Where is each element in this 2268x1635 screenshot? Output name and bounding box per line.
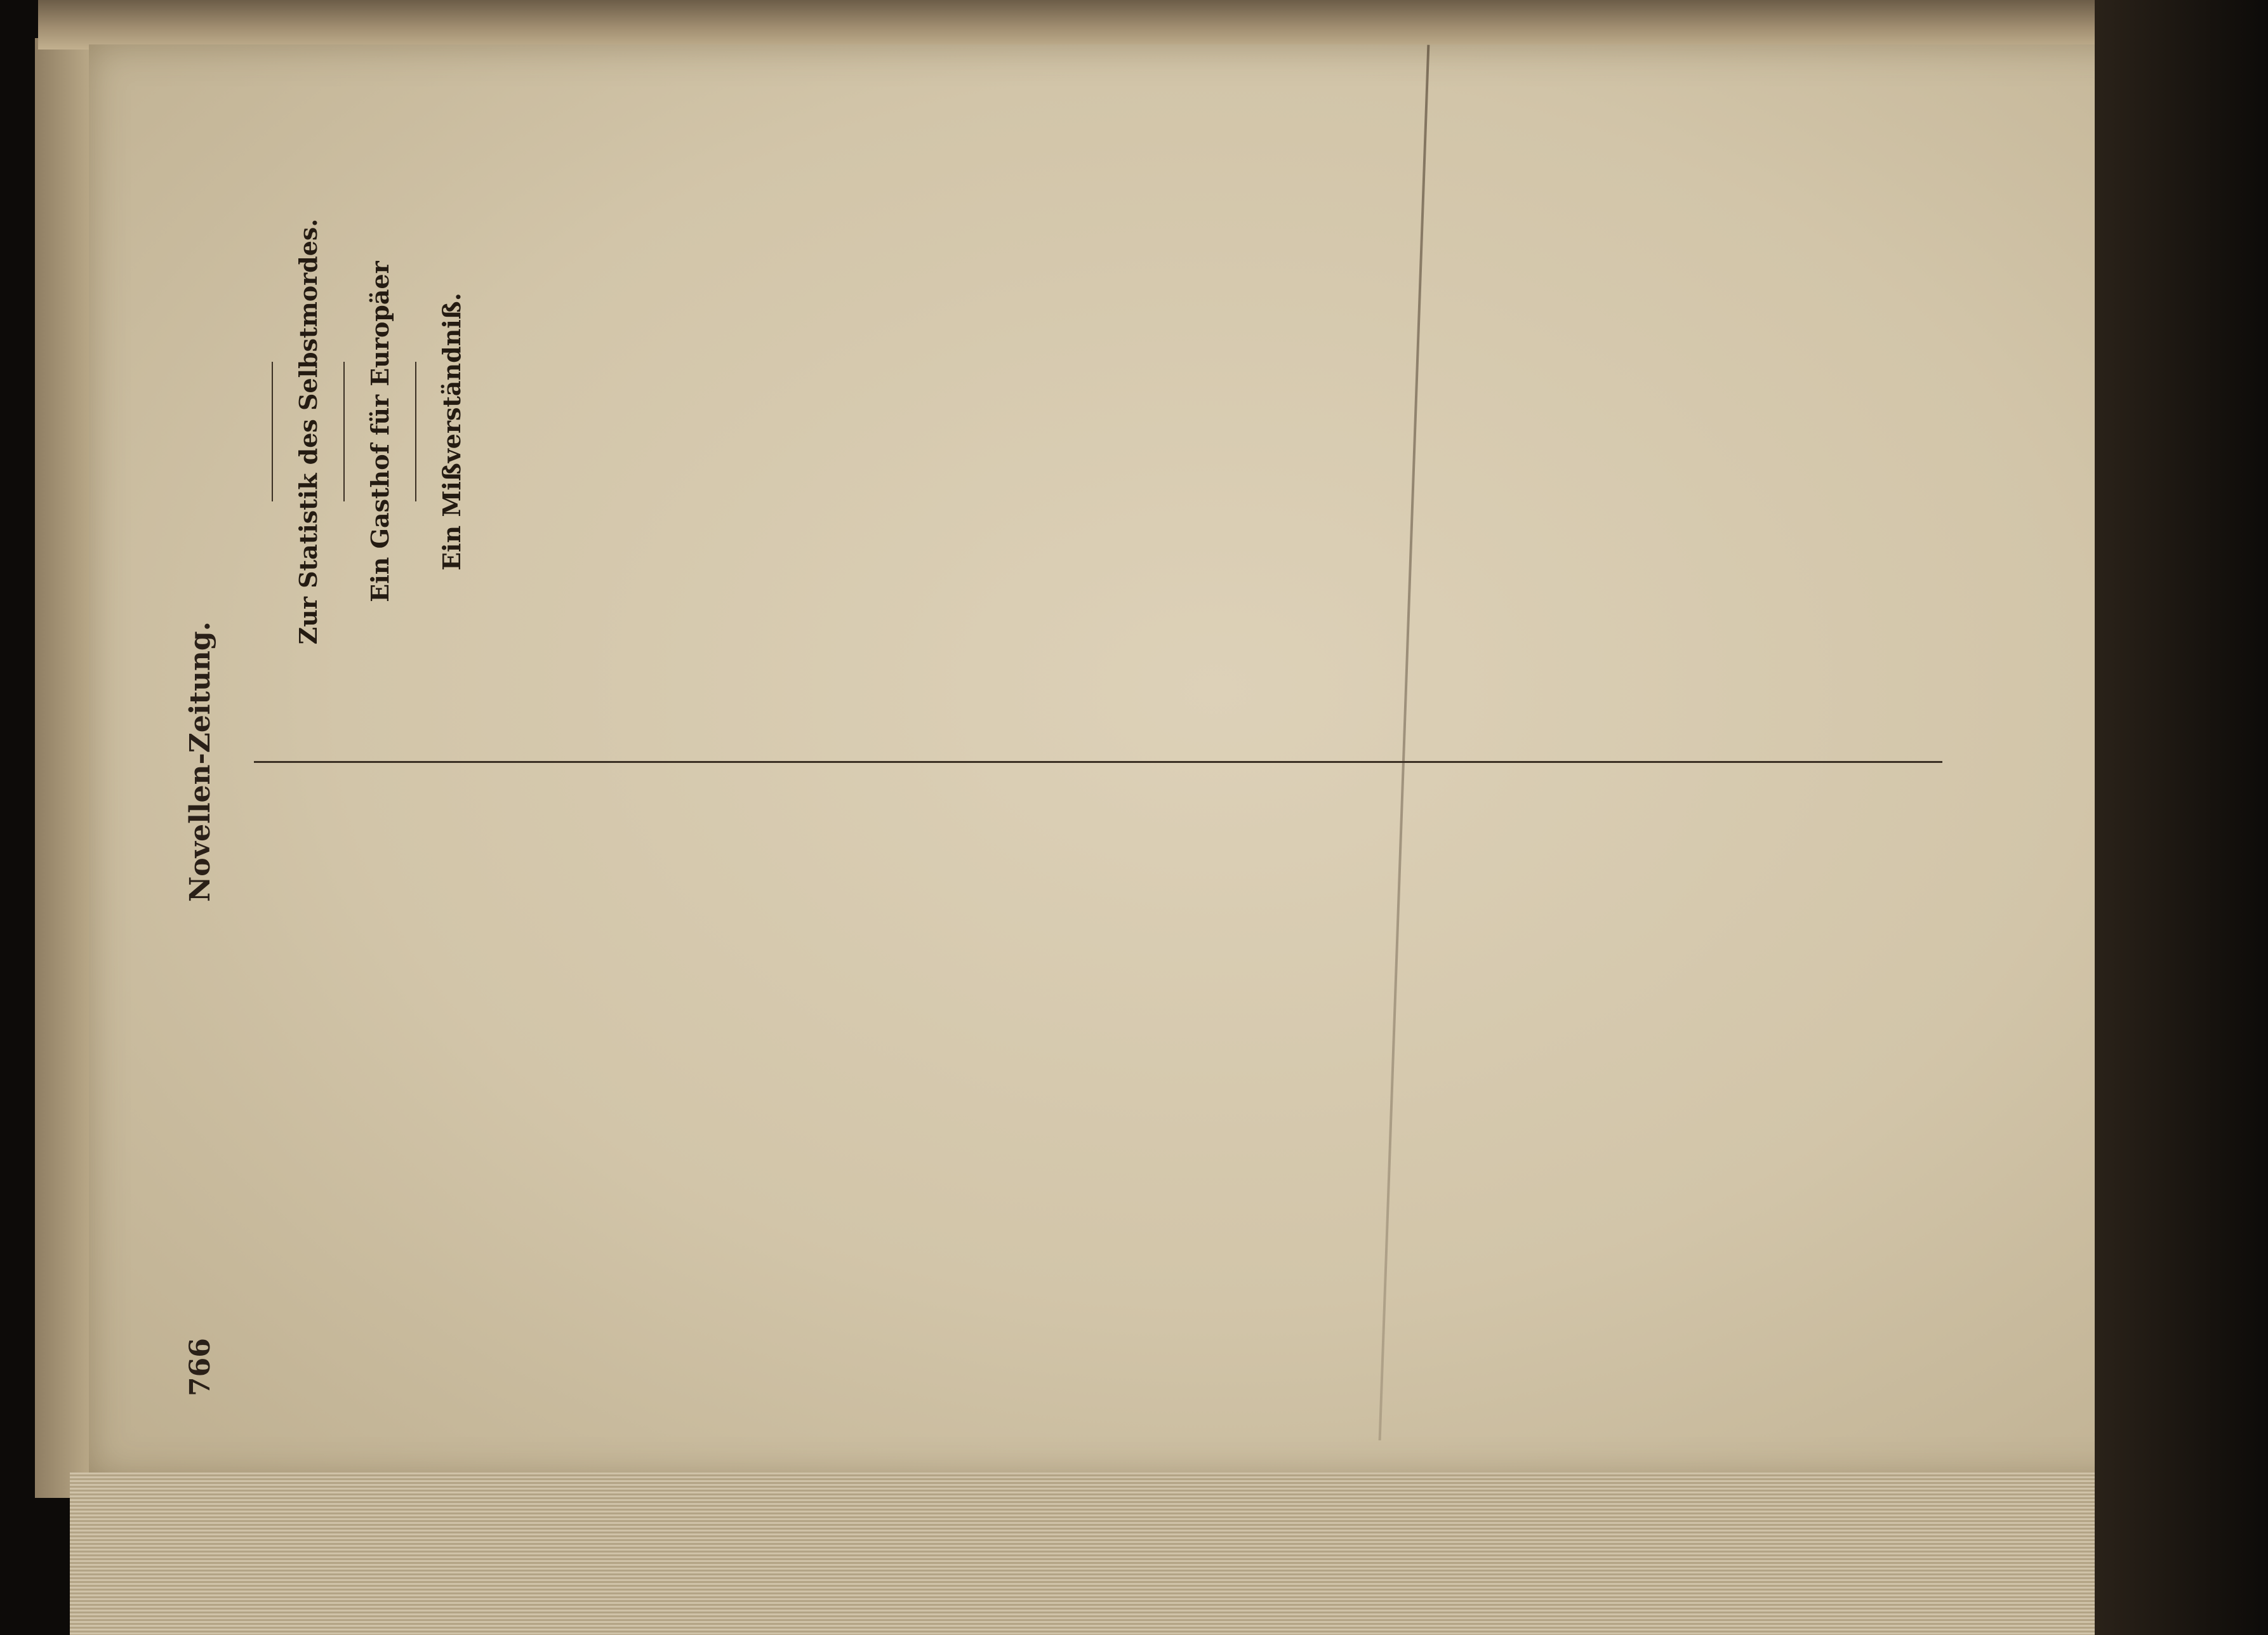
section-rule [343, 362, 345, 501]
journal-title: Novellen-Zeitung. [184, 621, 216, 903]
column-rule [254, 761, 1942, 763]
article-heading: Ein Gasthof für Europäer [366, 261, 394, 602]
column-left [254, 787, 1955, 1396]
book-page-stack [70, 1473, 2152, 1635]
section-rule [415, 362, 416, 501]
text-columns [254, 127, 1955, 1396]
article-heading: Zur Statistik des Selbstmordes. [294, 218, 322, 645]
book-gutter [2095, 0, 2268, 1635]
section-rule [272, 362, 273, 501]
book-top-edge [38, 0, 2152, 50]
page-number: 766 [184, 1338, 216, 1396]
rotated-page-content [184, 127, 1999, 1396]
article-heading: Ein Mißverständniß. [437, 293, 466, 571]
column-right [254, 127, 1955, 736]
